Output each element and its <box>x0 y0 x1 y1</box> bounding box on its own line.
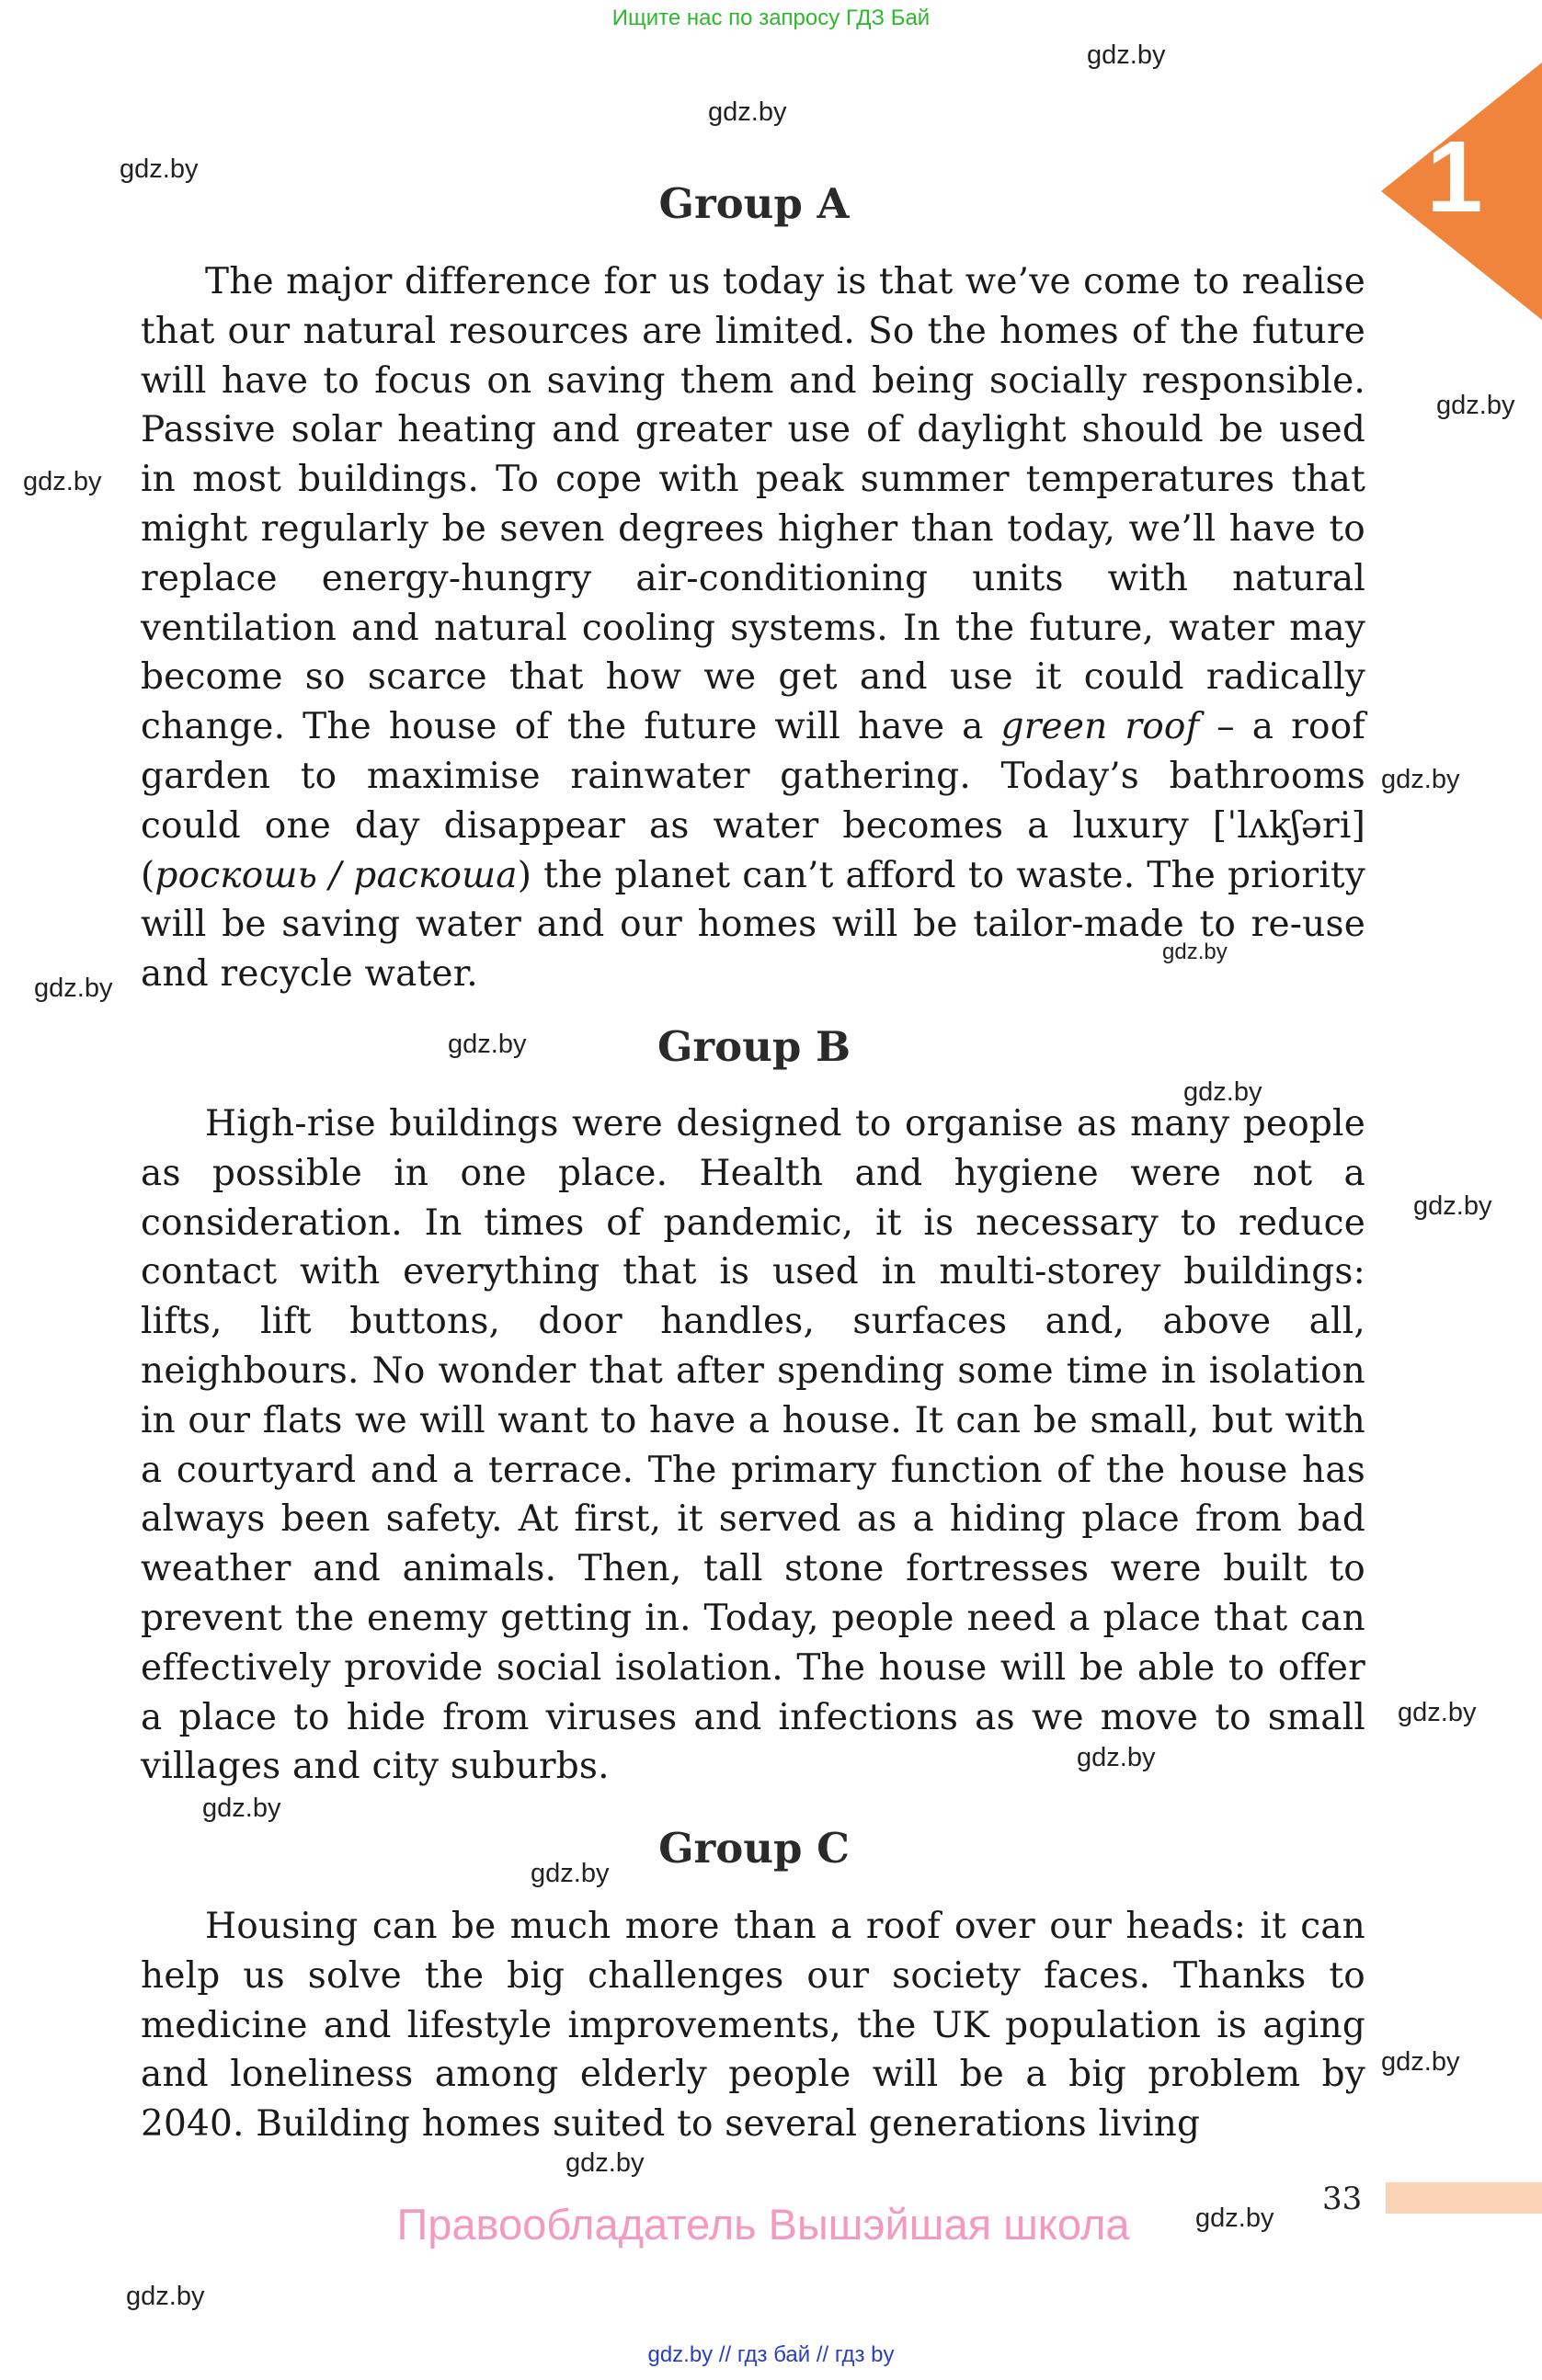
page-number: 33 <box>1322 2181 1363 2217</box>
group-a-paragraph <box>141 257 1365 999</box>
group-c-heading: Group C <box>658 1824 850 1873</box>
watermark: gdz.by <box>1162 939 1228 964</box>
watermark: gdz.by <box>1087 40 1166 70</box>
watermark: gdz.by <box>708 97 787 127</box>
group-a-gloss: роскошь / раскоша <box>154 854 518 896</box>
group-a-text-3: ) the planet can’t afford to waste. The priority will be saving water and our homes will be tailor-made to re-use and recycle water. <box>141 854 1365 996</box>
top-banner: Ищите нас по запросу ГДЗ Бай <box>611 6 931 30</box>
watermark: gdz.by <box>1077 1743 1156 1772</box>
watermark: gdz.by <box>1413 1191 1492 1221</box>
watermark: gdz.by <box>202 1794 281 1823</box>
copyright-notice: Правообладатель Вышэйшая школа <box>396 2200 1130 2249</box>
watermark: gdz.by <box>1398 1698 1477 1727</box>
group-b-paragraph: High-rise buildings were designed to organise as many people as possible in one place. Health and hygiene were not a consideration. In times of pandemic, it is necessary to reduce contact with everything that is used in multi-storey buildings: lifts, lift buttons, door handles, surfaces and, above all, neighbours. No wonder that after spending some time in isolation in our flats we will want to have a house. It can be small, but with a courtyard and a terrace. The primary function of the house has always been safety. At first, it served as a hiding place from bad weather and animals. Then, tall stone fortresses were built to prevent the enemy getting in. Today, people need a place that can effectively provide social isolation. The house will be able to offer a place to hide from viruses and infections as we move to small villages and city suburbs. <box>141 1103 1365 1788</box>
bottom-links[interactable]: gdz.by // гдз бай // гдз by <box>647 2342 895 2367</box>
watermark: gdz.by <box>448 1030 527 1059</box>
group-c-paragraph: Housing can be much more than a roof over our heads: it can help us solve the big challenges our society faces. Thanks to medicine and lifestyle improvements, the UK population is aging and loneliness among elderly people will be a big problem by 2040. Building homes suited to several generations living <box>141 1906 1365 2146</box>
group-a-term: green roof <box>1000 706 1200 748</box>
watermark: gdz.by <box>1381 765 1460 794</box>
watermark: gdz.by <box>565 2148 645 2178</box>
watermark: gdz.by <box>126 2282 205 2311</box>
group-a-text-1: The major difference for us today is that we’ve come to realise that our natural resources are limited. So the homes of the future will have to focus on saving them and being socially responsible. Passive solar heating and greater use of daylight should be used in most buildings. To cope with peak summer temperatures that might regularly be seven degrees higher than today, we’ll have to replace energy-hungry air-conditioning units with natural ventilation and natural cooling systems. In the future, water may become so scarce that how we get and use it could radically change. The house of the future will have a <box>141 261 1365 748</box>
watermark: gdz.by <box>531 1859 610 1888</box>
watermark: gdz.by <box>1436 391 1515 420</box>
watermark: gdz.by <box>1195 2203 1274 2233</box>
group-a-heading: Group A <box>658 179 850 228</box>
watermark: gdz.by <box>23 467 102 496</box>
group-b-heading: Group B <box>657 1022 851 1071</box>
watermark: gdz.by <box>34 974 113 1003</box>
group-a-text-2: – a roof garden to maximise rainwater gathering. Today’s bathrooms could one day disappear as water becomes a luxury [ˈlʌkʃəri] ( <box>141 706 1365 896</box>
chapter-number: 1 <box>1426 120 1483 233</box>
watermark: gdz.by <box>120 154 199 184</box>
watermark: gdz.by <box>1183 1077 1262 1107</box>
watermark: gdz.by <box>1381 2047 1460 2077</box>
